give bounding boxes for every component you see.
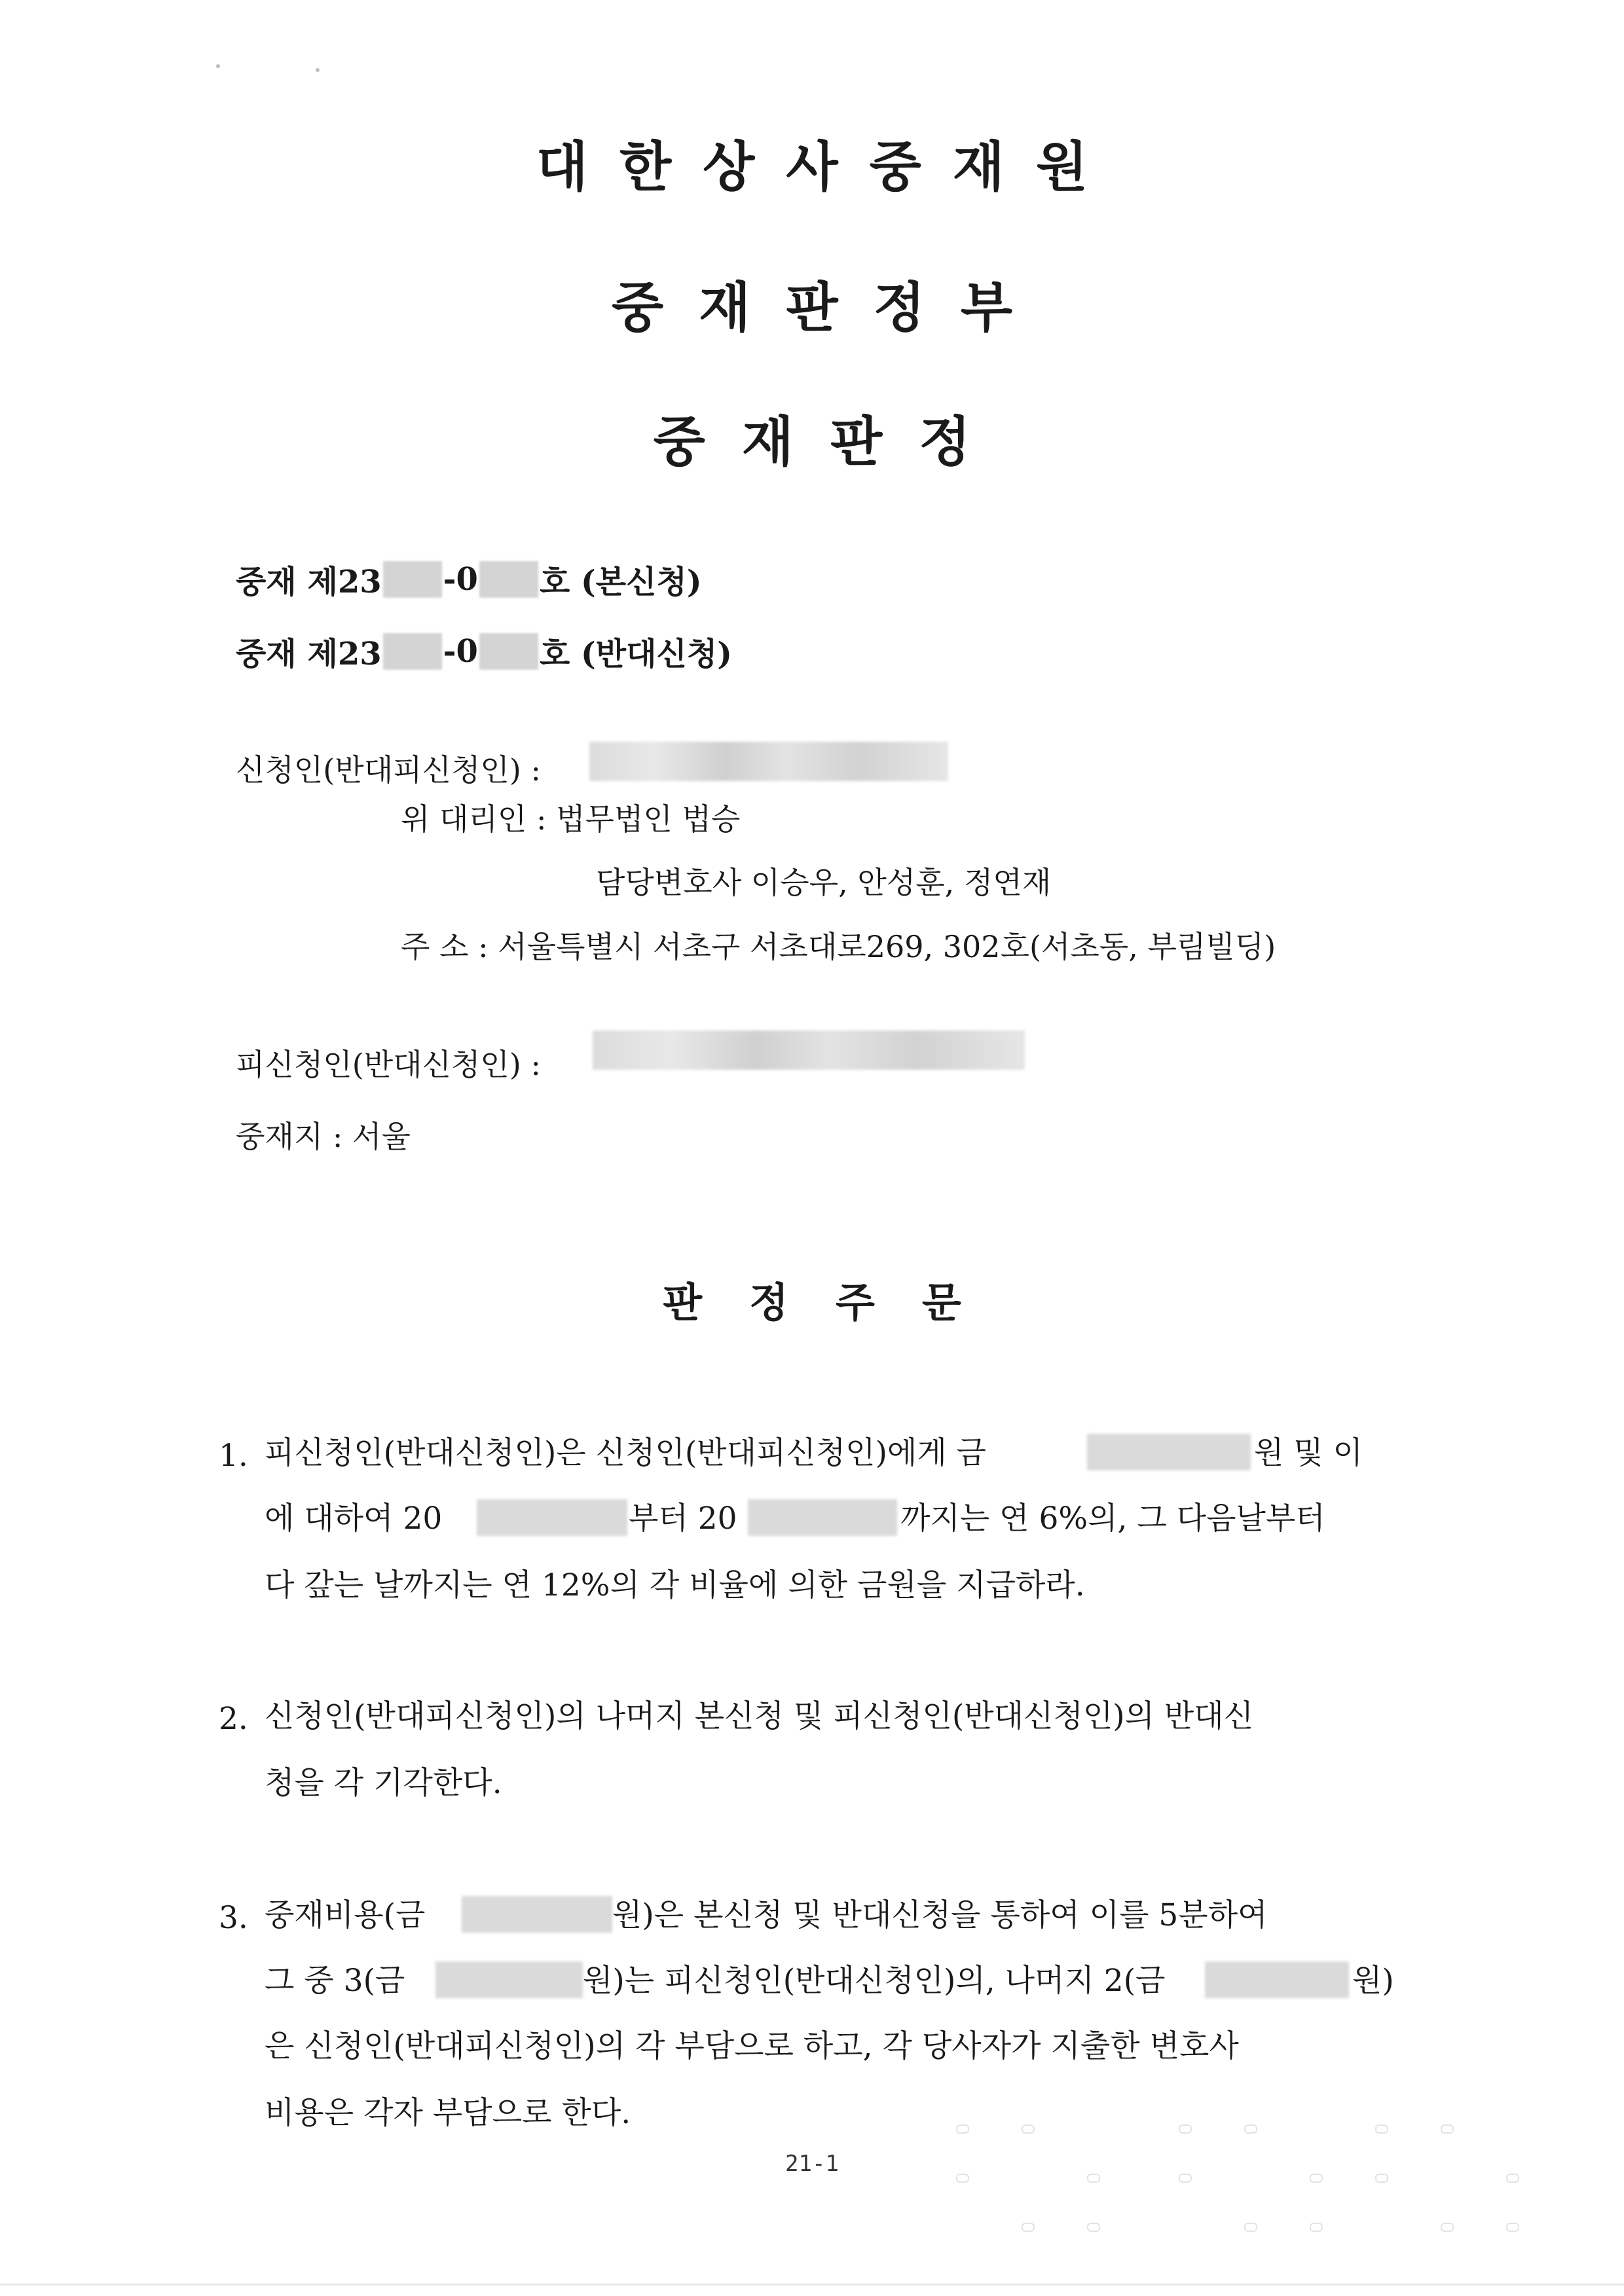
redaction-mask	[479, 561, 538, 598]
order-1-line-3: 다 갚는 날까지는 연 12%의 각 비율에 의한 금원을 지급하라.	[265, 1567, 1085, 1603]
redaction-mask	[383, 633, 442, 670]
watermark-mark	[956, 2124, 969, 2134]
redaction-mask	[479, 633, 538, 670]
scan-speck	[316, 68, 320, 72]
respondent-name-redacted	[593, 1030, 1025, 1070]
applicant-name-redacted	[589, 742, 948, 781]
order-1-line-1a: 피신청인(반대신청인)은 신청인(반대피신청인)에게 금	[265, 1435, 987, 1471]
order-2-number: 2.	[219, 1701, 248, 1737]
document-title: 중재판정	[653, 410, 1008, 473]
watermark-mark	[1022, 2223, 1035, 2232]
cost-redacted	[462, 1896, 612, 1933]
watermark-mark	[1179, 2124, 1192, 2134]
order-3-line-2b: 원)는 피신청인(반대신청인)의, 나머지 2(금	[583, 1963, 1166, 1999]
order-1-line-1b: 원 및 이	[1254, 1435, 1363, 1471]
case-number-prefix: 중재 제23	[236, 564, 382, 600]
watermark-mark	[1506, 2223, 1519, 2232]
case-number-mid: -0	[443, 560, 478, 598]
case-number-suffix: 호 (본신청)	[539, 564, 702, 600]
order-3-line-3: 은 신청인(반대피신청인)의 각 부담으로 하고, 각 당사자가 지출한 변호사	[265, 2028, 1239, 2064]
order-3-line-1b: 원)은 본신청 및 반대신청을 통하여 이를 5분하여	[612, 1897, 1268, 1933]
cost-redacted	[435, 1961, 583, 1998]
date-redacted	[748, 1499, 897, 1536]
address-line: 주 소 : 서울특별시 서초구 서초대로269, 302호(서초동, 부림빌딩)	[401, 929, 1276, 964]
order-1-number: 1.	[219, 1438, 248, 1474]
case-number-main	[236, 556, 702, 602]
watermark-mark	[1375, 2124, 1388, 2134]
applicant-label: 신청인(반대피신청인) :	[236, 752, 541, 788]
order-1-line-2b: 부터 20	[629, 1501, 737, 1537]
tribunal-title: 중재판정부	[611, 276, 1048, 339]
watermark-mark	[1244, 2223, 1257, 2232]
order-3-number: 3.	[219, 1900, 248, 1936]
lawyers-line: 담당변호사 이승우, 안성훈, 정연재	[596, 865, 1052, 900]
case-number-counter	[236, 629, 732, 674]
case-number-suffix: 호 (반대신청)	[539, 636, 732, 672]
order-3-line-2a: 그 중 3(금	[265, 1963, 405, 1999]
order-3-line-1a: 중재비용(금	[265, 1897, 426, 1933]
cost-redacted	[1205, 1961, 1349, 1998]
order-3-line-4: 비용은 각자 부담으로 한다.	[265, 2095, 631, 2131]
watermark-mark	[1441, 2124, 1454, 2134]
amount-redacted	[1087, 1434, 1251, 1470]
watermark-mark	[1441, 2223, 1454, 2232]
order-2-line-2: 청을 각 기각한다.	[265, 1765, 502, 1801]
order-2-line-1: 신청인(반대피신청인)의 나머지 본신청 및 피신청인(반대신청인)의 반대신	[265, 1698, 1254, 1734]
watermark-mark	[1244, 2124, 1257, 2134]
order-3-line-2c: 원)	[1352, 1963, 1394, 1999]
institution-title: 대한상사중재원	[536, 136, 1120, 198]
agent-line: 위 대리인 : 법무법인 법승	[401, 801, 741, 837]
scan-speck	[216, 64, 220, 68]
arbitration-seat: 중재지 : 서울	[236, 1119, 411, 1154]
watermark-mark	[1310, 2223, 1323, 2232]
award-order-heading: 판정주문	[663, 1279, 1008, 1326]
scan-edge-line	[0, 2284, 1624, 2286]
case-number-prefix: 중재 제23	[236, 636, 382, 672]
page-number: 21-1	[785, 2151, 839, 2177]
redaction-mask	[383, 561, 442, 598]
case-number-mid: -0	[443, 632, 478, 670]
order-1-line-2a: 에 대하여 20	[265, 1501, 443, 1537]
watermark-mark	[1087, 2223, 1100, 2232]
date-redacted	[477, 1499, 627, 1536]
order-1-line-2c: 까지는 연 6%의, 그 다음날부터	[900, 1501, 1325, 1537]
respondent-label: 피신청인(반대신청인) :	[236, 1047, 541, 1082]
watermark-mark	[1022, 2124, 1035, 2134]
